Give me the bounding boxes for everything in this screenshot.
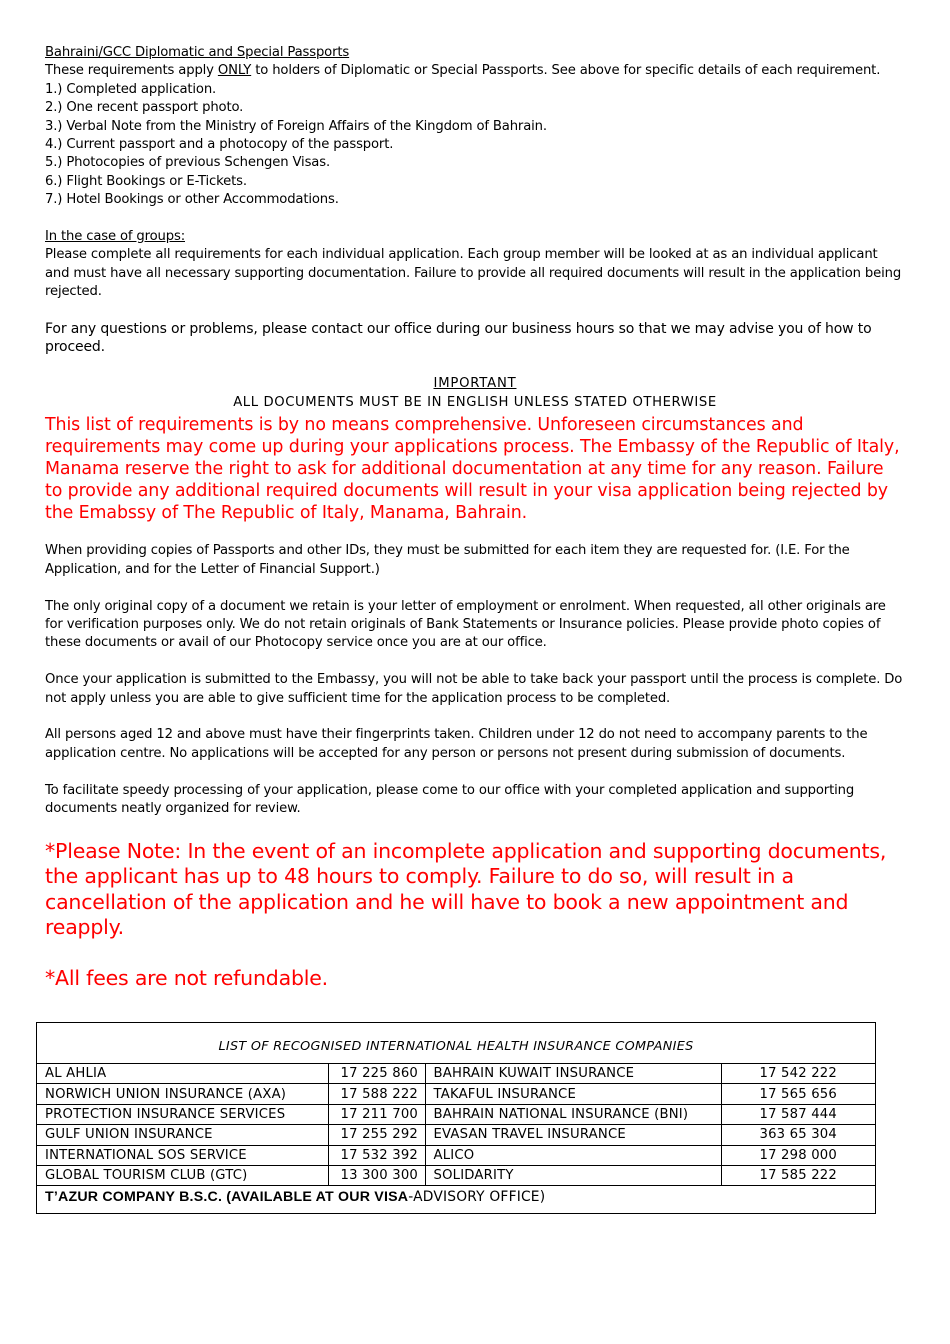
- company-name: TAKAFUL INSURANCE: [425, 1084, 721, 1104]
- table-row: [37, 1084, 875, 1104]
- company-name: BAHRAIN NATIONAL INSURANCE (BNI): [425, 1104, 721, 1124]
- requirement-item: 6.) Flight Bookings or E-Tickets.: [45, 173, 247, 189]
- important-section: [45, 375, 905, 412]
- company-phone: 17 587 444: [721, 1104, 875, 1124]
- company-phone: 13 300 300: [328, 1165, 425, 1185]
- important-title: IMPORTANT: [433, 376, 517, 392]
- note-fingerprints: All persons aged 12 and above must have their fingerprints taken. Children under 12 do not need to accompany parents to the application centre. No applications will be accepted for any person or persons not present during submission of documents.: [45, 727, 868, 761]
- only-emphasis: ONLY: [217, 63, 252, 79]
- groups-text: Please complete all requirements for each individual application. Each group member will be looked at as an individual applicant and must have all necessary supporting documentation. Failure to provide all required documents will result in the application being rejected.: [45, 247, 902, 300]
- insurance-footer-row: [37, 1186, 875, 1208]
- table-row: [37, 1125, 875, 1145]
- passport-intro: [45, 62, 905, 80]
- contact-text: For any questions or problems, please contact our office during our business hours so that we may advise you of how to proceed.: [45, 321, 872, 356]
- insurance-footer: [37, 1186, 875, 1208]
- company-name: NORWICH UNION INSURANCE (AXA): [37, 1084, 328, 1104]
- company-phone: 363 65 304: [721, 1125, 875, 1145]
- company-phone: 17 588 222: [328, 1084, 425, 1104]
- company-name: GULF UNION INSURANCE: [37, 1125, 328, 1145]
- note-passport-return: Once your application is submitted to the Embassy, you will not be able to take back your passport until the process is complete. Do not apply unless you are able to give sufficient time for the application process to be completed.: [45, 672, 903, 706]
- passport-heading: Bahraini/GCC Diplomatic and Special Passports: [45, 45, 350, 60]
- company-name: AL AHLIA: [37, 1064, 328, 1084]
- document-page: [45, 44, 905, 991]
- groups-section: [45, 228, 905, 302]
- fees-note: *All fees are not refundable.: [45, 965, 328, 990]
- company-name: PROTECTION INSURANCE SERVICES: [37, 1104, 328, 1124]
- requirement-item: 7.) Hotel Bookings or other Accommodations.: [45, 192, 339, 208]
- table-row: [37, 1064, 875, 1084]
- requirement-item: 1.) Completed application.: [45, 81, 217, 97]
- insurance-title: LIST OF RECOGNISED INTERNATIONAL HEALTH INSURANCE COMPANIES: [218, 1039, 694, 1054]
- company-name: ALICO: [425, 1145, 721, 1165]
- important-subtitle: ALL DOCUMENTS MUST BE IN ENGLISH UNLESS STATED OTHERWISE: [233, 394, 717, 410]
- intro-text-rest: to holders of Diplomatic or Special Passports. See above for specific details of each requirement.: [251, 63, 881, 79]
- tazur-company: T’AZUR COMPANY B.S.C. (AVAILABLE AT OUR VISA: [45, 1188, 409, 1205]
- company-phone: 17 298 000: [721, 1145, 875, 1165]
- intro-text: These requirements apply: [45, 63, 218, 79]
- company-phone: 17 211 700: [328, 1104, 425, 1124]
- company-phone: 17 532 392: [328, 1145, 425, 1165]
- company-phone: 17 585 222: [721, 1165, 875, 1185]
- table-row: [37, 1104, 875, 1124]
- table-row: [37, 1165, 875, 1185]
- table-row: [37, 1145, 875, 1165]
- groups-heading: In the case of groups:: [45, 229, 185, 245]
- insurance-box: [36, 1022, 876, 1214]
- note-processing: To facilitate speedy processing of your application, please come to our office with your completed application and supporting documents neatly organized for review.: [45, 782, 855, 817]
- tazur-company-rest: -ADVISORY OFFICE): [408, 1188, 546, 1205]
- insurance-table: [37, 1063, 875, 1207]
- company-phone: 17 542 222: [721, 1064, 875, 1084]
- requirement-item: 3.) Verbal Note from the Ministry of Foreign Affairs of the Kingdom of Bahrain.: [45, 118, 547, 134]
- company-name: INTERNATIONAL SOS SERVICE: [37, 1145, 328, 1165]
- company-phone: 17 565 656: [721, 1084, 875, 1104]
- company-name: GLOBAL TOURISM CLUB (GTC): [37, 1165, 328, 1185]
- company-name: BAHRAIN KUWAIT INSURANCE: [425, 1064, 721, 1084]
- company-name: SOLIDARITY: [425, 1165, 721, 1185]
- company-name: EVASAN TRAVEL INSURANCE: [425, 1125, 721, 1145]
- company-phone: 17 225 860: [328, 1064, 425, 1084]
- company-phone: 17 255 292: [328, 1125, 425, 1145]
- passport-section: [45, 44, 905, 210]
- note-copies: When providing copies of Passports and other IDs, they must be submitted for each item they are requested for. (I.E. For the Application, and for the Letter of Financial Support.): [45, 543, 850, 577]
- please-note: *Please Note: In the event of an incomplete application and supporting documents, the applicant has up to 48 hours to comply. Failure to do so, will result in a cancellation of the application and he will have to book a new appointment and reapply.: [45, 838, 887, 939]
- note-originals: The only original copy of a document we retain is your letter of employment or enrolment. When requested, all other originals are for verification purposes only. We do not retain originals of Bank Statements or Insurance policies. Please provide photo copies of these documents or avail of our Photocopy service once you are at our office.: [45, 598, 886, 651]
- requirement-item: 2.) One recent passport photo.: [45, 100, 244, 116]
- requirement-item: 5.) Photocopies of previous Schengen Visas.: [45, 155, 330, 171]
- requirement-item: 4.) Current passport and a photocopy of the passport.: [45, 137, 394, 153]
- important-warning: This list of requirements is by no means comprehensive. Unforeseen circumstances and requirements may come up during your applications process. The Embassy of the Republic of Italy, Manama reserve the right to ask for additional documentation at any time for any reason. Failure to provide any additional required documents will result in your visa application being rejected by the Emabssy of The Republic of Italy, Manama, Bahrain.: [45, 415, 900, 524]
